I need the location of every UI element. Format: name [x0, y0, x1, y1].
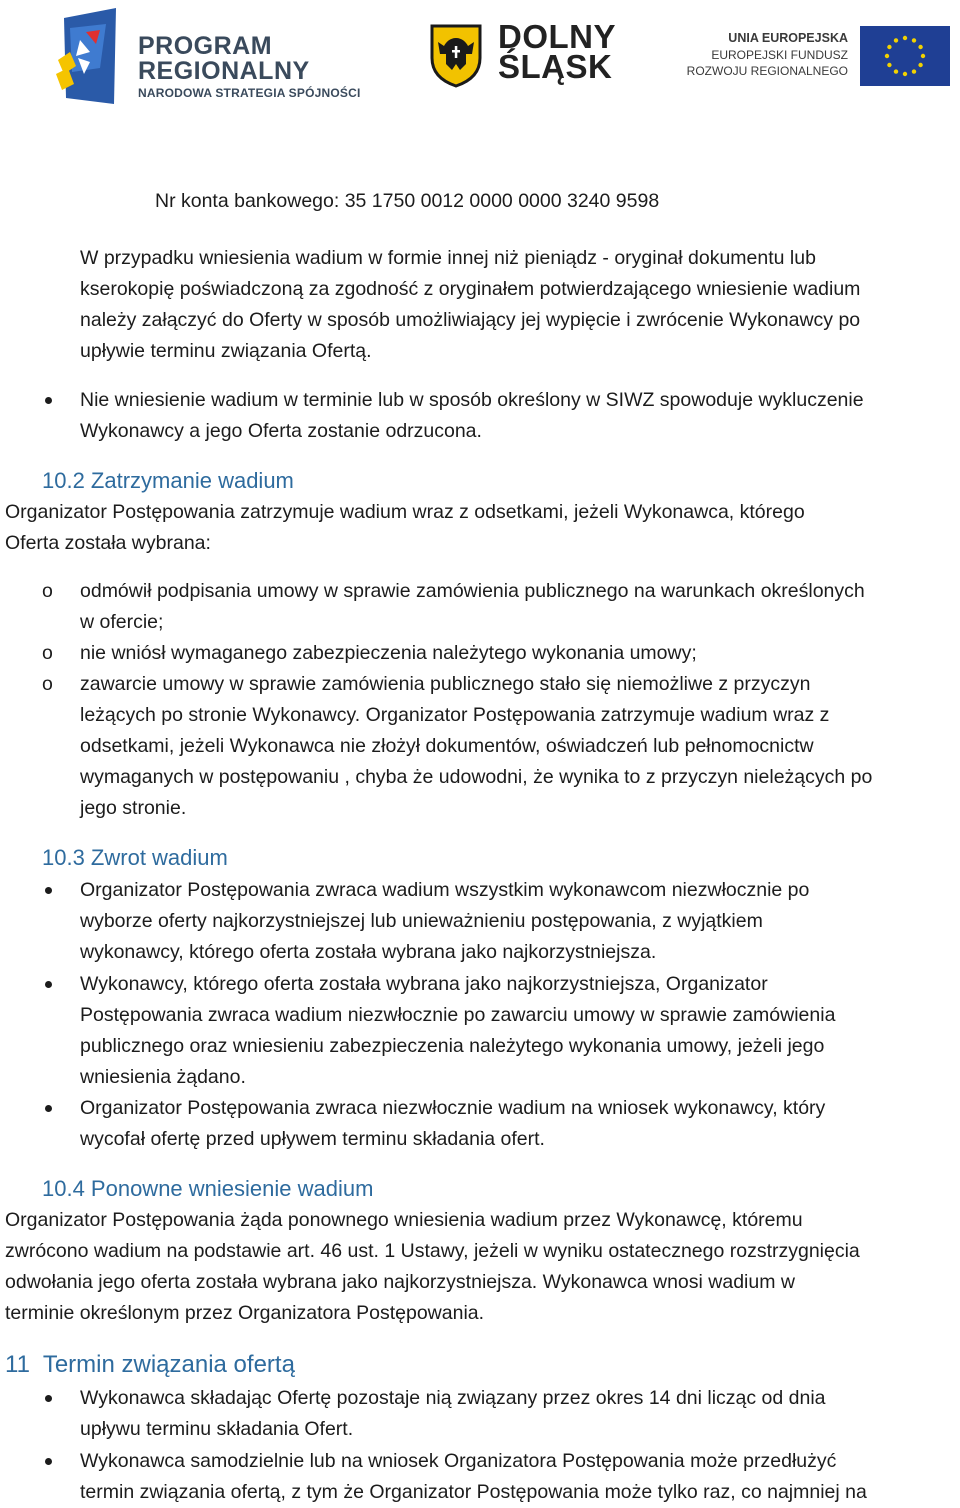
s103-item-2-line-3: publicznego oraz wniesieniu zabezpieczenia należytego wykonania umowy, jeżeli jego — [80, 1035, 825, 1057]
s103-item-1-line-1: Organizator Postępowania zwraca wadium wszystkim wykonawcom niezwłocznie po — [80, 879, 810, 901]
list-marker-icon: o — [42, 580, 53, 602]
region-title-line-2: ŚLĄSK — [498, 48, 613, 85]
intro-line-3: należy załączyć do Oferty w sposób umożliwiający jej wypięcie i zwrócenie Wykonawcy po — [80, 309, 861, 331]
eu-star-icon — [912, 38, 916, 42]
bullet-icon — [45, 1395, 52, 1402]
program-title-line-2: REGIONALNY — [138, 57, 310, 85]
s102-item-3-line-2: leżących po stronie Wykonawcy. Organizator Postępowania zatrzymuje wadium wraz z — [80, 704, 830, 726]
intro-line-1: W przypadku wniesienia wadium w formie innej niż pieniądz - oryginał dokumentu lub — [80, 247, 816, 269]
eu-line-2: EUROPEJSKI FUNDUSZ — [711, 48, 848, 62]
s104-line-2: zwrócono wadium na podstawie art. 46 ust. 1 Ustawy, jeżeli w wyniku ostatecznego rozstrzygnięcia — [5, 1240, 860, 1262]
eu-star-icon — [894, 38, 898, 42]
s103-item-1-line-3: wykonawcy, którego oferta została wybrana jako najkorzystniejsza. — [80, 941, 657, 963]
eu-star-icon — [921, 54, 925, 58]
s103-item-2-line-2: Postępowania zwraca wadium niezwłocznie po zawarciu umowy w sprawie zamówienia — [80, 1004, 836, 1026]
list-marker-icon: o — [42, 673, 53, 695]
section-10-3-heading: 10.3 Zwrot wadium — [42, 845, 228, 870]
bullet-icon — [45, 1458, 52, 1465]
list-marker-icon: o — [42, 642, 53, 664]
s11-item-1-line-2: upływu terminu składania Ofert. — [80, 1418, 354, 1440]
bullet-icon — [45, 981, 52, 988]
eu-star-icon — [887, 63, 891, 67]
eu-star-icon — [918, 63, 922, 67]
s11-item-2-line-2: termin związania ofertą, z tym że Organizator Postępowania może tylko raz, co najmniej na — [80, 1481, 867, 1503]
eu-star-icon — [912, 69, 916, 73]
s102-lead-line-1: Organizator Postępowania zatrzymuje wadium wraz z odsetkami, jeżeli Wykonawca, którego — [5, 501, 805, 523]
program-subtitle: NARODOWA STRATEGIA SPÓJNOŚCI — [138, 86, 361, 100]
program-title — [138, 34, 310, 84]
intro-line-2: kserokopię poświadczoną za zgodność z oryginałem potwierdzającego wniesienie wadium — [80, 278, 861, 300]
bullet-icon — [45, 887, 52, 894]
s104-line-1: Organizator Postępowania żąda ponownego wniesienia wadium przez Wykonawcę, któremu — [5, 1209, 803, 1231]
page-header — [0, 0, 960, 120]
s104-line-3: odwołania jego oferta została wybrana jako najkorzystniejsza. Wykonawca wnosi wadium w — [5, 1271, 795, 1293]
section-10-2-heading: 10.2 Zatrzymanie wadium — [42, 468, 294, 493]
exclusion-line-2: Wykonawcy a jego Oferta zostanie odrzucona. — [80, 420, 482, 442]
s102-item-1-line-2: w ofercie; — [80, 611, 164, 633]
eu-star-icon — [918, 45, 922, 49]
eu-star-icon — [885, 54, 889, 58]
program-regionalny-emblem-icon — [56, 8, 128, 108]
eu-text — [687, 30, 848, 79]
program-regionalny-logo — [56, 8, 366, 108]
eu-line-3: ROZWOJU REGIONALNEGO — [686, 64, 848, 78]
eu-line-1: UNIA EUROPEJSKA — [728, 31, 848, 45]
exclusion-line-1: Nie wniesienie wadium w terminie lub w sposób określony w SIWZ spowoduje wykluczenie — [80, 389, 864, 411]
s103-item-3-line-2: wycofał ofertę przed upływem terminu składania ofert. — [80, 1128, 545, 1150]
eu-star-icon — [887, 45, 891, 49]
eu-fund-logo — [688, 26, 950, 88]
s103-item-1-line-2: wyborze oferty najkorzystniejszej lub unieważnieniu postępowania, z wyjątkiem — [80, 910, 763, 932]
section-11-heading: 11 Termin związania ofertą — [5, 1351, 295, 1378]
s102-item-2-line-1: nie wniósł wymaganego zabezpieczenia należytego wykonania umowy; — [80, 642, 697, 664]
s103-item-3-line-1: Organizator Postępowania zwraca niezwłocznie wadium na wniosek wykonawcy, który — [80, 1097, 826, 1119]
bullet-icon — [45, 397, 52, 404]
s102-lead-line-2: Oferta została wybrana: — [5, 532, 211, 554]
dolny-slask-logo — [428, 20, 628, 92]
s103-item-2-line-4: wniesienia żądano. — [80, 1066, 246, 1088]
s102-item-3-line-4: wymaganych w postępowaniu , chyba że udowodni, że wynika to z przyczyn nieleżących po — [80, 766, 873, 788]
program-title-line-1: PROGRAM — [138, 32, 273, 60]
s11-item-1-line-1: Wykonawca składając Ofertę pozostaje nią związany przez okres 14 dni licząc od dnia — [80, 1387, 826, 1409]
eu-star-icon — [894, 69, 898, 73]
s102-item-3-line-3: odsetkami, jeżeli Wykonawca nie złożył dokumentów, oświadczeń lub pełnomocnictw — [80, 735, 814, 757]
region-title — [498, 18, 616, 85]
s102-item-3-line-5: jego stronie. — [80, 797, 187, 819]
s102-item-1-line-1: odmówił podpisania umowy w sprawie zamówienia publicznego na warunkach określonych — [80, 580, 865, 602]
s104-line-4: terminie określonym przez Organizatora Postępowania. — [5, 1302, 485, 1324]
eu-flag-icon — [860, 26, 950, 86]
s102-item-3-line-1: zawarcie umowy w sprawie zamówienia publicznego stało się niemożliwe z przyczyn — [80, 673, 811, 695]
eu-star-icon — [903, 36, 907, 40]
bank-account: Nr konta bankowego: 35 1750 0012 0000 0000 3240 9598 — [155, 190, 660, 212]
s103-item-2-line-1: Wykonawcy, którego oferta została wybrana jako najkorzystniejsza, Organizator — [80, 973, 768, 995]
intro-line-4: upływie terminu związania Ofertą. — [80, 340, 372, 362]
bullet-icon — [45, 1105, 52, 1112]
region-title-line-1: DOLNY — [498, 18, 616, 55]
eagle-shield-icon — [428, 24, 484, 88]
s11-item-2-line-1: Wykonawca samodzielnie lub na wniosek Organizatora Postępowania może przedłużyć — [80, 1450, 837, 1472]
eu-star-icon — [903, 72, 907, 76]
section-10-4-heading: 10.4 Ponowne wniesienie wadium — [42, 1176, 374, 1201]
